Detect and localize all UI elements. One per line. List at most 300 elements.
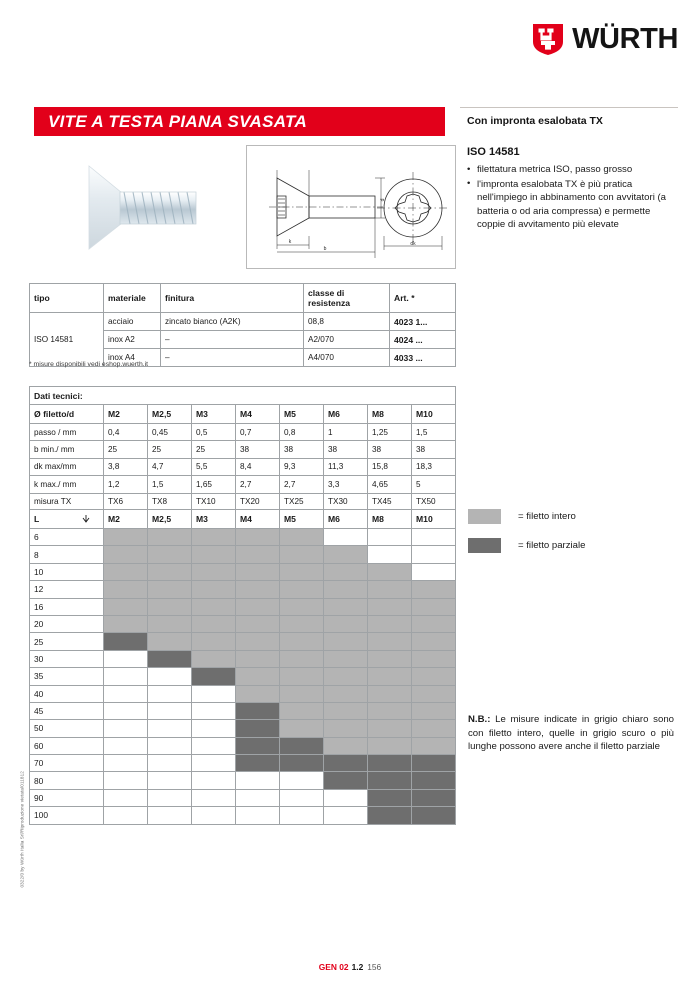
row-label: b min./ mm <box>30 441 104 458</box>
table-row <box>30 476 456 493</box>
table-row <box>30 581 456 598</box>
product-photo <box>32 148 237 266</box>
matrix-cell-full <box>236 529 280 546</box>
matrix-cell-full <box>412 702 456 719</box>
row-label: passo / mm <box>30 424 104 441</box>
matrix-cell-full <box>324 668 368 685</box>
matrix-cell-full <box>324 720 368 737</box>
matrix-cell-full <box>192 529 236 546</box>
matrix-cell-empty <box>104 755 148 772</box>
cell-value: 2,7 <box>236 476 280 493</box>
table-row <box>30 615 456 632</box>
legend-label: = filetto intero <box>518 511 576 522</box>
table-row <box>30 458 456 475</box>
matrix-cell-full <box>236 546 280 563</box>
row-label: misura TX <box>30 493 104 510</box>
column-header-classe: classe di resistenza <box>304 284 390 313</box>
matrix-cell-full <box>324 615 368 632</box>
column-header-m25: M2,5 <box>148 405 192 424</box>
title-divider <box>460 107 678 108</box>
table-row <box>30 313 456 331</box>
row-label-length: 35 <box>30 668 104 685</box>
technical-drawing <box>246 145 456 269</box>
matrix-cell-empty <box>280 807 324 824</box>
matrix-cell-full <box>104 598 148 615</box>
matrix-cell-full <box>192 633 236 650</box>
column-header-m10: M10 <box>412 405 456 424</box>
table-row <box>30 737 456 754</box>
column-header-m8: M8 <box>368 405 412 424</box>
column-header-tipo: tipo <box>30 284 104 313</box>
cell-classe: A2/070 <box>304 331 390 349</box>
cell-classe: 08,8 <box>304 313 390 331</box>
cell-value: 0,8 <box>280 424 324 441</box>
cell-tipo: ISO 14581 <box>30 313 104 367</box>
matrix-cell-full <box>412 737 456 754</box>
matrix-cell-empty <box>148 702 192 719</box>
column-header-length: L <box>30 510 104 529</box>
matrix-cell-empty <box>412 563 456 580</box>
svg-text:dk: dk <box>410 241 416 247</box>
cell-finitura: – <box>161 349 304 367</box>
cell-finitura: – <box>161 331 304 349</box>
matrix-cell-full <box>280 581 324 598</box>
table-row <box>30 789 456 806</box>
matrix-cell-partial <box>192 668 236 685</box>
matrix-body <box>30 529 456 825</box>
column-header-art: Art. * <box>390 284 456 313</box>
row-label-length: 50 <box>30 720 104 737</box>
matrix-cell-empty <box>324 529 368 546</box>
matrix-cell-empty <box>104 702 148 719</box>
matrix-cell-full <box>192 546 236 563</box>
standard-heading: ISO 14581 <box>467 146 520 158</box>
matrix-cell-full <box>236 633 280 650</box>
cell-value: 38 <box>236 441 280 458</box>
matrix-cell-empty <box>104 668 148 685</box>
cell-value: 1,2 <box>104 476 148 493</box>
matrix-cell-empty <box>148 789 192 806</box>
cell-value: 9,3 <box>280 458 324 475</box>
column-header-diameter: Ø filetto/d <box>30 405 104 424</box>
matrix-cell-full <box>368 685 412 702</box>
matrix-cell-partial <box>324 755 368 772</box>
cell-classe: A4/070 <box>304 349 390 367</box>
matrix-cell-empty <box>192 789 236 806</box>
cell-value: 3,3 <box>324 476 368 493</box>
matrix-cell-empty <box>192 685 236 702</box>
length-availability-matrix <box>29 509 456 825</box>
column-header-m2: M2 <box>104 405 148 424</box>
cell-value: 8,4 <box>236 458 280 475</box>
table-header-row <box>30 405 456 424</box>
table-row <box>30 529 456 546</box>
note-prefix: N.B.: <box>468 714 491 725</box>
cell-value: 1,25 <box>368 424 412 441</box>
cell-value: TX30 <box>324 493 368 510</box>
matrix-cell-empty <box>148 737 192 754</box>
cell-value: 15,8 <box>368 458 412 475</box>
page-title-bar <box>34 107 445 136</box>
matrix-cell-full <box>368 702 412 719</box>
cell-materiale: acciaio <box>104 313 161 331</box>
column-header-m3: M3 <box>192 405 236 424</box>
column-header-m4: M4 <box>236 405 280 424</box>
matrix-cell-empty <box>148 755 192 772</box>
row-label-length: 40 <box>30 685 104 702</box>
matrix-cell-full <box>192 598 236 615</box>
matrix-cell-full <box>280 529 324 546</box>
matrix-cell-empty <box>236 772 280 789</box>
matrix-cell-partial <box>368 755 412 772</box>
matrix-cell-full <box>148 546 192 563</box>
cell-art: 4023 1... <box>390 313 456 331</box>
matrix-cell-partial <box>412 755 456 772</box>
matrix-cell-partial <box>148 650 192 667</box>
side-copyright: 0322/0 by Würth Italia Srl/Riproduzione vietata/011812 <box>19 771 25 888</box>
matrix-cell-partial <box>236 720 280 737</box>
cell-value: 1,65 <box>192 476 236 493</box>
cell-value: 1,5 <box>148 476 192 493</box>
row-label-length: 90 <box>30 789 104 806</box>
cell-value: 1 <box>324 424 368 441</box>
matrix-cell-full <box>368 737 412 754</box>
cell-materiale: inox A2 <box>104 331 161 349</box>
materials-table <box>29 283 456 367</box>
matrix-cell-empty <box>104 789 148 806</box>
matrix-cell-full <box>280 633 324 650</box>
cell-materiale: inox A4 <box>104 349 161 367</box>
cell-value: TX50 <box>412 493 456 510</box>
svg-text:d: d <box>380 198 386 202</box>
table-row <box>30 441 456 458</box>
matrix-cell-partial <box>280 755 324 772</box>
table-row <box>30 424 456 441</box>
matrix-cell-empty <box>412 546 456 563</box>
matrix-cell-full <box>280 615 324 632</box>
table-row <box>30 650 456 667</box>
table-row <box>30 702 456 719</box>
matrix-cell-full <box>412 720 456 737</box>
row-label-length: 70 <box>30 755 104 772</box>
svg-text:b: b <box>323 246 327 252</box>
matrix-cell-full <box>324 737 368 754</box>
matrix-cell-full <box>324 633 368 650</box>
cell-value: TX10 <box>192 493 236 510</box>
matrix-cell-empty <box>148 807 192 824</box>
matrix-cell-full <box>280 563 324 580</box>
table-row <box>30 546 456 563</box>
matrix-cell-empty <box>280 772 324 789</box>
cell-value: 0,45 <box>148 424 192 441</box>
matrix-cell-full <box>368 563 412 580</box>
cell-value: 5 <box>412 476 456 493</box>
matrix-cell-full <box>368 633 412 650</box>
cell-value: 1,5 <box>412 424 456 441</box>
matrix-cell-empty <box>148 720 192 737</box>
matrix-cell-full <box>368 668 412 685</box>
matrix-cell-empty <box>192 807 236 824</box>
table-row <box>30 493 456 510</box>
matrix-cell-full <box>324 581 368 598</box>
matrix-cell-empty <box>104 650 148 667</box>
table-row <box>30 807 456 824</box>
matrix-cell-full <box>324 563 368 580</box>
column-header-m25: M2,5 <box>148 510 192 529</box>
row-label: dk max/mm <box>30 458 104 475</box>
table-header-row <box>30 284 456 313</box>
note-block <box>468 713 674 754</box>
cell-value: 25 <box>148 441 192 458</box>
matrix-cell-empty <box>368 529 412 546</box>
column-header-m6: M6 <box>324 405 368 424</box>
matrix-cell-full <box>280 650 324 667</box>
matrix-cell-empty <box>280 789 324 806</box>
length-dimension-icon <box>77 515 95 523</box>
matrix-cell-full <box>368 720 412 737</box>
table-header-row <box>30 510 456 529</box>
row-label-length: 30 <box>30 650 104 667</box>
cell-value: TX20 <box>236 493 280 510</box>
row-label-length: 16 <box>30 598 104 615</box>
column-header-m5: M5 <box>280 510 324 529</box>
matrix-cell-partial <box>104 633 148 650</box>
matrix-cell-empty <box>104 737 148 754</box>
matrix-cell-partial <box>412 772 456 789</box>
matrix-cell-full <box>104 563 148 580</box>
matrix-cell-empty <box>148 772 192 789</box>
table-row <box>30 668 456 685</box>
matrix-cell-full <box>368 615 412 632</box>
wuerth-shield-icon <box>533 24 563 55</box>
footer-section: GEN 02 <box>318 962 349 972</box>
matrix-cell-full <box>324 650 368 667</box>
matrix-cell-full <box>192 615 236 632</box>
brand-logo <box>533 24 678 55</box>
cell-art: 4033 ... <box>390 349 456 367</box>
cell-value: 0,7 <box>236 424 280 441</box>
row-label-length: 12 <box>30 581 104 598</box>
cell-value: 0,4 <box>104 424 148 441</box>
matrix-cell-empty <box>104 685 148 702</box>
cell-value: 11,3 <box>324 458 368 475</box>
list-item: • l'impronta esalobata TX è più pratica nell'impiego in abbinamento con avvitatori (a batteria o od aria compressa) e permette coppie di avvitamento più elevate <box>467 178 672 232</box>
matrix-cell-full <box>148 633 192 650</box>
matrix-cell-empty <box>324 789 368 806</box>
matrix-cell-full <box>104 615 148 632</box>
matrix-cell-full <box>236 598 280 615</box>
matrix-cell-partial <box>280 737 324 754</box>
cell-value: 4,7 <box>148 458 192 475</box>
table-row <box>30 720 456 737</box>
row-label-length: 45 <box>30 702 104 719</box>
page-footer <box>0 962 700 972</box>
matrix-cell-empty <box>104 772 148 789</box>
matrix-cell-full <box>192 650 236 667</box>
brand-name: WÜRTH <box>572 23 678 55</box>
matrix-cell-empty <box>148 685 192 702</box>
table-row <box>30 633 456 650</box>
matrix-cell-full <box>148 598 192 615</box>
matrix-cell-full <box>412 615 456 632</box>
footer-chapter: 1.2 <box>351 962 364 972</box>
column-header-m6: M6 <box>324 510 368 529</box>
matrix-cell-full <box>148 615 192 632</box>
column-header-m3: M3 <box>192 510 236 529</box>
row-label-length: 100 <box>30 807 104 824</box>
row-label-length: 80 <box>30 772 104 789</box>
cell-value: 38 <box>412 441 456 458</box>
matrix-cell-full <box>236 668 280 685</box>
column-header-materiale: materiale <box>104 284 161 313</box>
cell-value: 3,8 <box>104 458 148 475</box>
row-label-length: 10 <box>30 563 104 580</box>
matrix-cell-empty <box>368 546 412 563</box>
cell-value: 25 <box>104 441 148 458</box>
row-label-length: 20 <box>30 615 104 632</box>
matrix-cell-full <box>192 581 236 598</box>
matrix-cell-full <box>368 581 412 598</box>
matrix-cell-full <box>280 598 324 615</box>
matrix-cell-full <box>236 563 280 580</box>
matrix-cell-full <box>104 581 148 598</box>
table-row <box>30 772 456 789</box>
cell-value: 4,65 <box>368 476 412 493</box>
matrix-cell-full <box>280 702 324 719</box>
cell-value: 0,5 <box>192 424 236 441</box>
matrix-cell-full <box>368 650 412 667</box>
legend-item-partial <box>468 538 678 553</box>
matrix-cell-partial <box>236 702 280 719</box>
column-header-m2: M2 <box>104 510 148 529</box>
matrix-cell-empty <box>236 789 280 806</box>
table-row <box>30 563 456 580</box>
column-header-m5: M5 <box>280 405 324 424</box>
matrix-cell-full <box>324 685 368 702</box>
matrix-cell-full <box>104 546 148 563</box>
legend-item-full <box>468 509 678 524</box>
column-header-m8: M8 <box>368 510 412 529</box>
technical-data-table <box>29 386 456 511</box>
matrix-cell-full <box>280 546 324 563</box>
cell-finitura: zincato bianco (A2K) <box>161 313 304 331</box>
row-label-length: 6 <box>30 529 104 546</box>
matrix-cell-full <box>412 685 456 702</box>
matrix-cell-full <box>368 598 412 615</box>
row-label-length: 25 <box>30 633 104 650</box>
cell-value: TX6 <box>104 493 148 510</box>
cell-value: 38 <box>280 441 324 458</box>
legend-label: = filetto parziale <box>518 540 586 551</box>
matrix-cell-full <box>148 529 192 546</box>
row-label-length: 8 <box>30 546 104 563</box>
matrix-cell-empty <box>192 772 236 789</box>
cell-art: 4024 ... <box>390 331 456 349</box>
matrix-cell-full <box>412 598 456 615</box>
matrix-cell-empty <box>192 720 236 737</box>
matrix-cell-full <box>412 581 456 598</box>
matrix-cell-full <box>324 546 368 563</box>
matrix-cell-empty <box>412 529 456 546</box>
cell-value: 38 <box>324 441 368 458</box>
matrix-cell-full <box>236 581 280 598</box>
column-header-m10: M10 <box>412 510 456 529</box>
matrix-cell-full <box>280 685 324 702</box>
feature-list <box>467 163 672 233</box>
page-subtitle: Con impronta esalobata TX <box>467 115 603 127</box>
matrix-cell-partial <box>412 789 456 806</box>
matrix-cell-empty <box>104 720 148 737</box>
cell-value: 5,5 <box>192 458 236 475</box>
matrix-cell-full <box>324 702 368 719</box>
matrix-cell-full <box>236 685 280 702</box>
cell-value: 25 <box>192 441 236 458</box>
cell-value: TX45 <box>368 493 412 510</box>
matrix-cell-full <box>324 598 368 615</box>
table-row <box>30 755 456 772</box>
matrix-cell-full <box>236 650 280 667</box>
note-text: Le misure indicate in grigio chiaro sono con filetto intero, quelle in grigio scuro o più lunghe possono avere anche il filetto parziale <box>468 714 674 753</box>
matrix-cell-full <box>192 563 236 580</box>
cell-value: TX25 <box>280 493 324 510</box>
matrix-cell-empty <box>148 668 192 685</box>
table-row <box>30 685 456 702</box>
matrix-cell-full <box>280 668 324 685</box>
matrix-cell-full <box>412 633 456 650</box>
page-title: VITE A TESTA PIANA SVASATA <box>48 111 308 131</box>
matrix-cell-partial <box>412 807 456 824</box>
cell-value: 18,3 <box>412 458 456 475</box>
tech-caption: Dati tecnici: <box>30 387 456 405</box>
row-label: k max./ mm <box>30 476 104 493</box>
legend <box>468 509 678 567</box>
matrix-cell-full <box>148 563 192 580</box>
matrix-cell-empty <box>192 755 236 772</box>
column-header-finitura: finitura <box>161 284 304 313</box>
table-caption-row <box>30 387 456 405</box>
legend-swatch-partial-thread <box>468 538 501 553</box>
row-label-length: 60 <box>30 737 104 754</box>
matrix-cell-partial <box>368 807 412 824</box>
matrix-cell-full <box>148 581 192 598</box>
materials-footnote: * misure disponibili vedi eshop.wuerth.it <box>29 361 149 368</box>
matrix-cell-partial <box>368 772 412 789</box>
matrix-cell-full <box>104 529 148 546</box>
matrix-cell-empty <box>104 807 148 824</box>
svg-text:k: k <box>288 239 292 245</box>
table-row <box>30 598 456 615</box>
matrix-cell-full <box>412 650 456 667</box>
legend-swatch-full-thread <box>468 509 501 524</box>
matrix-cell-empty <box>192 737 236 754</box>
matrix-cell-partial <box>236 755 280 772</box>
matrix-cell-partial <box>324 772 368 789</box>
matrix-cell-empty <box>236 807 280 824</box>
matrix-cell-full <box>280 720 324 737</box>
matrix-cell-full <box>412 668 456 685</box>
cell-value: 2,7 <box>280 476 324 493</box>
matrix-cell-empty <box>324 807 368 824</box>
matrix-cell-partial <box>236 737 280 754</box>
column-header-m4: M4 <box>236 510 280 529</box>
matrix-cell-full <box>236 615 280 632</box>
cell-value: 38 <box>368 441 412 458</box>
matrix-cell-empty <box>192 702 236 719</box>
cell-value: TX8 <box>148 493 192 510</box>
list-item: • filettatura metrica ISO, passo grosso <box>467 163 672 177</box>
footer-page-number: 156 <box>367 962 382 972</box>
matrix-cell-partial <box>368 789 412 806</box>
